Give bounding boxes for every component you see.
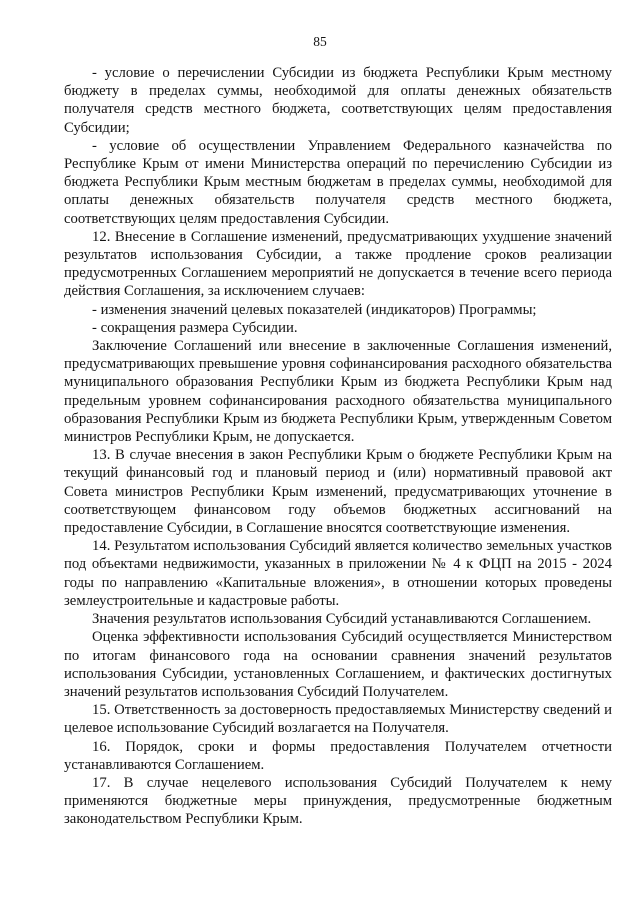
paragraph: 13. В случае внесения в закон Республики Крым о бюджете Республики Крым на текущий финансовый год и плановый период и (или) нормативный правовой акт Совета министров Республики Крым изменений, предусматривающих уточнение в соответствующем финансовом году объемов бюджетных ассигнований на предоставление Субсидии, в Соглашение вносятся соответствующие изменения. [64,447,612,537]
paragraph: 16. Порядок, сроки и формы предоставления Получателем отчетности устанавливаются Соглашением. [64,738,612,773]
page-number: 85 [313,34,327,49]
paragraph: - условие о перечислении Субсидии из бюджета Республики Крым местному бюджету в пределах суммы, необходимой для оплаты денежных обязательств получателя средств местного бюджета, соответствующих целям предоставления Субсидии; [64,65,612,136]
document-body [64,64,612,829]
paragraph: 15. Ответственность за достоверность предоставляемых Министерству сведений и целевое использование Субсидий возлагается на Получателя. [64,702,612,737]
paragraph: 17. В случае нецелевого использования Субсидий Получателем к нему применяются бюджетные меры принуждения, предусмотренные бюджетным законодательством Республики Крым. [64,774,612,828]
paragraph: 12. Внесение в Соглашение изменений, предусматривающих ухудшение значений результатов использования Субсидии, а также продление сроков реализации предусмотренных Соглашением мероприятий не допускается в течение всего периода действия Соглашения, за исключением случаев: [64,228,612,300]
paragraph: - сокращения размера Субсидии. [92,319,298,336]
paragraph: - изменения значений целевых показателей (индикаторов) Программы; [92,301,537,318]
paragraph: 14. Результатом использования Субсидий является количество земельных участков под объектами недвижимости, указанных в приложении № 4 к ФЦП на 2015 - 2024 годы по направлению «Капитальные вложения», в отношении которых проведены землеустроительные и кадастровые работы. [64,538,612,609]
paragraph: Значения результатов использования Субсидий устанавливаются Соглашением. [92,611,592,628]
paragraph: - условие об осуществлении Управлением Федерального казначейства по Республике Крым от имени Министерства операций по перечислению Субсидии из бюджета Республики Крым местным бюджетам в пределах суммы, необходимой для оплаты денежных обязательств получателя средств местного бюджета, соответствующих целям предоставления Субсидии. [64,137,612,227]
paragraph: Заключение Соглашений или внесение в заключенные Соглашения изменений, предусматривающих превышение уровня софинансирования расходного обязательства муниципального образования Республики Крым из бюджета Республики Крым над предельным уровнем софинансирования расходного обязательства муниципального образования Республики Крым из бюджета Республики Крым, утвержденным Советом министров Республики Крым, не допускается. [64,338,612,446]
paragraph: Оценка эффективности использования Субсидий осуществляется Министерством по итогам финансового года на основании сравнения значений результатов использования Субсидии, установленных Соглашением, и фактических достигнутых значений результатов использования Субсидий Получателем. [64,629,612,700]
